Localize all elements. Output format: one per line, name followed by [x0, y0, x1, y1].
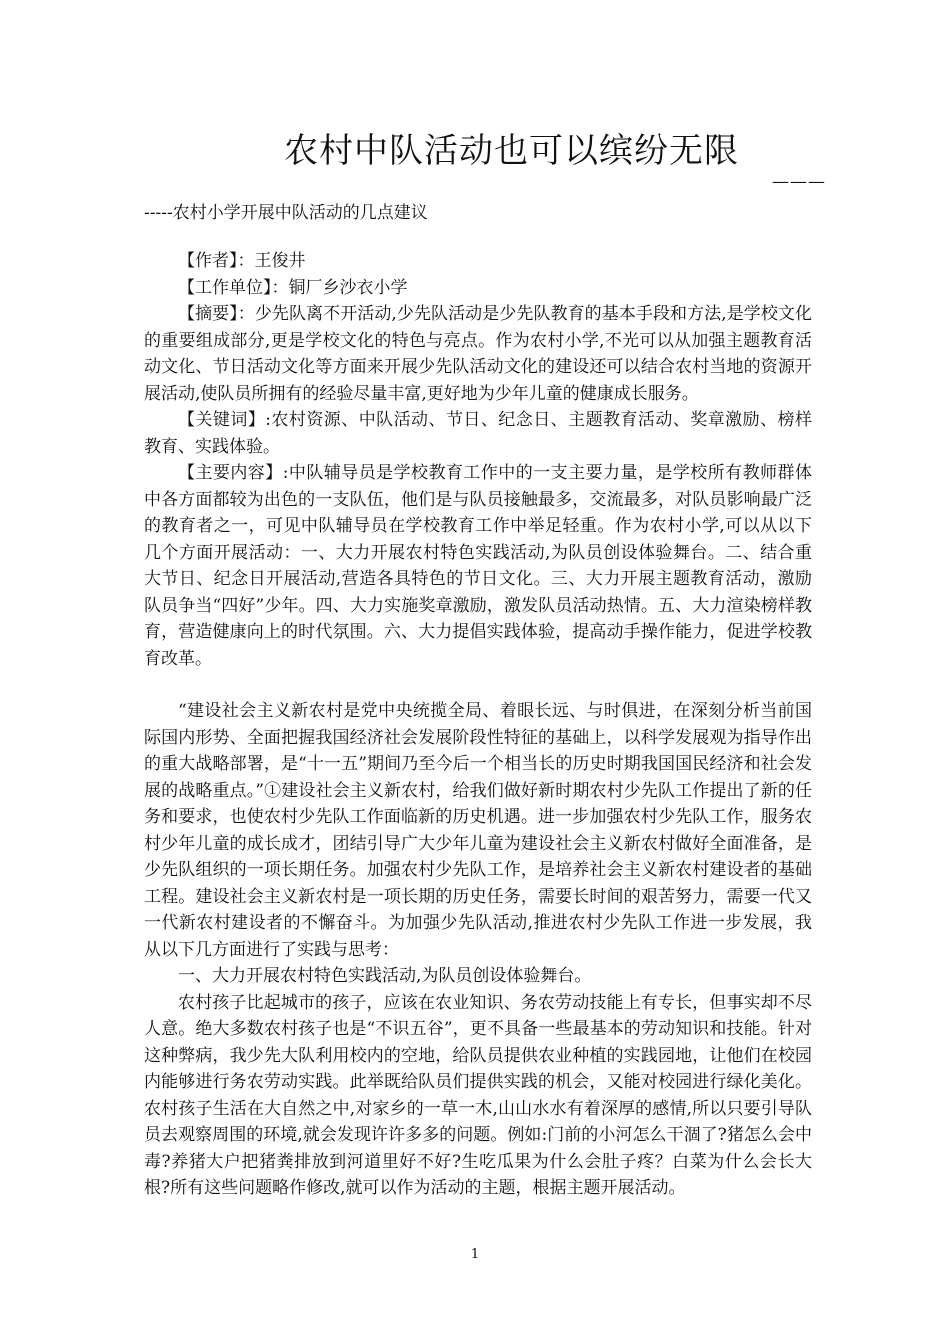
document-title: 农村中队活动也可以缤纷无限: [284, 131, 739, 171]
page-number: 1: [470, 1247, 480, 1262]
document-subtitle: -----农村小学开展中队活动的几点建议: [144, 203, 428, 223]
keywords-paragraph: 【关键词】:农村资源、中队活动、节日、纪念日、主题教育活动、奖章激励、榜样教育、实践体验。: [144, 410, 812, 457]
intro-paragraph: “建设社会主义新农村是党中央统揽全局、着眼长远、与时俱进，在深刻分析当前国际国内形势、全面把握我国经济社会发展阶段性特征的基础上，以科学发展观为指导作出的重大战略部署，是“十一五”期间乃至今后一个相当长的历史时期我国国民经济和社会发展的战略重点。”①建设社会主义新农村，给我们做好新时期农村少先队工作提出了新的任务和要求，也使农村少先队工作面临新的历史机遇。进一步加强农村少先队工作，服务农村少年儿童的成长成才，团结引导广大少年儿童为建设社会主义新农村做好全面准备，是少先队组织的一项长期任务。加强农村少先队工作，是培养社会主义新农村建设者的基础工程。建设社会主义新农村是一项长期的历史任务，需要长时间的艰苦努力，需要一代又一代新农村建设者的不懈奋斗。为加强少先队活动,推进农村少先队工作进一步发展，我从以下几方面进行了实践与思考：: [144, 701, 812, 960]
section-one-paragraph: 农村孩子比起城市的孩子，应该在农业知识、务农劳动技能上有专长，但事实却不尽人意。绝大多数农村孩子也是“不识五谷”，更不具备一些最基本的劳动知识和技能。针对这种弊病，我少先大队利用校内的空地，给队员提供农业种植的实践园地，让他们在校园内能够进行务农劳动实践。此举既给队员们提供实践的机会，又能对校园进行绿化美化。农村孩子生活在大自然之中,对家乡的一草一木,山山水水有着深厚的感情,所以只要引导队员去观察周围的环境,就会发现许许多多的问题。例如:门前的小河怎么干涸了?猪怎么会中毒?养猪大户把猪粪排放到河道里好不好?生吃瓜果为什么会肚子疼？白菜为什么会长大根?所有这些问题略作修改,就可以作为活动的主题，根据主题开展活动。: [144, 992, 812, 1198]
abstract-paragraph: 【摘要】：少先队离不开活动,少先队活动是少先队教育的基本手段和方法,是学校文化的重要组成部分,更是学校文化的特色与亮点。作为农村小学,不光可以从加强主题教育活动文化、节日活动文化等方面来开展少先队活动文化的建设还可以结合农村当地的资源开展活动,使队员所拥有的经验尽量丰富,更好地为少年儿童的健康成长服务。: [144, 304, 812, 404]
section-one-heading: 一、大力开展农村特色实践活动,为队员创设体验舞台。: [178, 966, 592, 986]
main-content-paragraph: 【主要内容】:中队辅导员是学校教育工作中的一支主要力量，是学校所有教师群体中各方面都较为出色的一支队伍，他们是与队员接触最多，交流最多，对队员影响最广泛的教育者之一，可见中队辅导员在学校教育工作中举足轻重。作为农村小学,可以从以下几个方面开展活动：一、大力开展农村特色实践活动,为队员创设体验舞台。二、结合重大节日、纪念日开展活动,营造各具特色的节日文化。三、大力开展主题教育活动，激励队员争当“四好”少年。四、大力实施奖章激励，激发队员活动热情。五、大力渲染榜样教育，营造健康向上的时代氛围。六、大力提倡实践体验，提高动手操作能力，促进学校教育改革。: [144, 463, 812, 669]
author-line: 【作者】：王俊井: [178, 251, 306, 271]
document-body: [144, 248, 812, 1202]
title-dashes: ———: [772, 172, 826, 192]
unit-line: 【工作单位】：铜厂乡沙衣小学: [178, 277, 408, 298]
